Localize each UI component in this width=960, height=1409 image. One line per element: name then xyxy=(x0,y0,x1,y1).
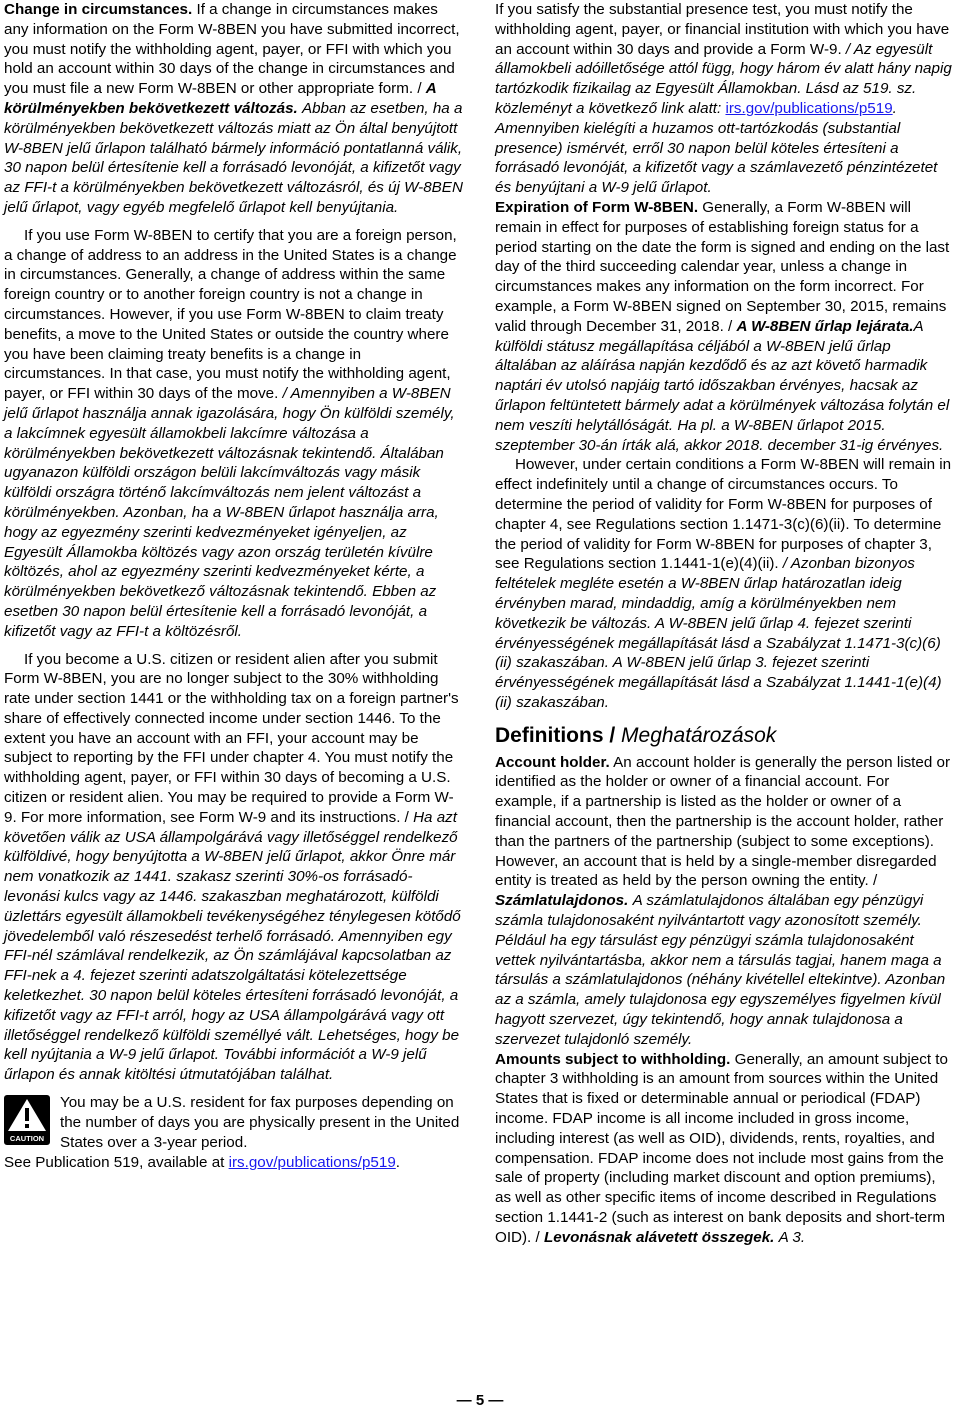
paragraph-text-hu: Abban az esetben, ha a körülményekben bekövetkezett változás miatt az Ön által benyújtott W-8BEN jelű űrlapon található bármely információ pontatlanná válik, 30 napon belül értesítenie kell a forrásadó levonóját, a kifizetőt vagy az FFI-t a körülményekben bekövetkezett változásról, és új W-8BEN jelű űrlapot, vagy egyéb megfelelő űrlapot kell benyújtania. xyxy=(4,99,463,216)
definitions-heading: Definitions / Meghatározások xyxy=(495,723,777,747)
left-column xyxy=(4,0,466,1173)
paragraph-heading: Account holder. xyxy=(495,753,610,771)
paragraph-heading-hu: Levonásnak alávetett összegek. xyxy=(543,1228,775,1246)
paragraph-text: If you satisfy the substantial presence test, you must notify the withholding agent, payer, or financial institution with which you have an account within 30 days and provide a Form W-9. xyxy=(495,1,950,58)
paragraph-text: If you use Form W-8BEN to certify that you are a foreign person, a change of address to an address in the United States is a change in circumstances. Generally, a change of address within the same foreign country or to another foreign country is not a change in circumstances. However, if you use Form W-8BEN to claim treaty benefits, a move to the United States or outside the country where you have been claiming treaty benefits is a change in circumstances. In that case, you must notify the withholding agent, payer, or FFI within 30 days of the move. xyxy=(4,226,457,403)
page-number: — 5 — xyxy=(456,1392,504,1409)
expiration-paragraph: Expiration of Form W-8BEN. Generally, a Form W-8BEN will remain in effect for purposes of establishing foreign status for a period starting on the date the form is signed and ending on the last day of the third succeeding calendar year, unless a change in circumstances makes any information on the form incorrect. For example, a Form W-8BEN signed on September 30, 2015, remains valid through December 31, 2018. / A W-8BEN űrlap lejárata.A külföldi státusz megállapítása céljából a W-8BEN jelű űrlap általában az aláírása napján kezdődő és az azt követő harmadik naptári év utolsó napjáig tartó időszakban érvényes, hacsak az űrlapon feltüntetett bármely adat a körülmények változása folytán el nem veszíti helytállóságát. Ha pl. a W-8BEN űrlapot 2015. szeptember 30-án írták alá, akkor 2018. december 31-ig érvényes. xyxy=(495,198,950,454)
paragraph-text-hu: Ha azt követően válik az USA állampolgárává vagy illetőséggel rendelkező külföldivé, hogy benyújtotta a W-8BEN jelű űrlapot, akkor Önre már nem vonatkozik az 1441. szakasz szerinti 30%-os forrásadó-levonási kulcs vagy az 1446. szakaszban meghatározott, külföldi üzlettárs egyesült államokbeli tevékenységéhez ténylegesen kötődő jövedelemből való részesedést terhelő forrásadó. Amennyiben egy FFI-nél számlával rendelkezik, az Ön számlájával kapcsolatban az FFI-nek a 4. fejezet szerinti adatszolgáltatási kötelezettsége keletkezhet. 30 napon belül köteles értesíteni forrásadó levonóját, a kifizetőt vagy az FFI-t arról, hogy az USA állampolgárává vagy ott illetőséggel rendelkező külföldi személlyé vált. Lehetséges, hogy be kell nyújtania a W-9 jelű űrlapot. További információt a W-9 jelű űrlapon és annak kitöltési útmutatójában találhat. xyxy=(4,808,461,1084)
paragraph-text: If you become a U.S. citizen or resident alien after you submit Form W-8BEN, you are no longer subject to the 30% withholding rate under section 1441 or the withholding tax on a foreign partner's share of effectively connected income under section 1446. To the extent you have an account with an FFI, your account may be subject to reporting by the FFI under chapter 4. You must notify the withholding agent, payer, or FFI within 30 days of becoming a U.S. citizen or resident alien. You may be required to provide a Form W-9. For more information, see Form W-9 and its instructions. xyxy=(4,650,459,826)
paragraph-heading: Expiration of Form W-8BEN. xyxy=(495,198,699,216)
publication-519-link[interactable]: irs.gov/publications/p519 xyxy=(725,99,893,117)
paragraph-heading: Amounts subject to withholding. xyxy=(495,1050,731,1068)
indefinite-validity-paragraph xyxy=(495,455,953,712)
paragraph-heading-hu: Számlatulajdonos. xyxy=(495,892,629,910)
paragraph-text-hu: A külföldi státusz megállapítása céljából a W-8BEN jelű űrlap általában az aláírása napján kezdődő és az azt követő harmadik naptári év utolsó napjáig tartó időszakban érvényes, hacsak az űrlapon feltüntetett bármely adat a körülmények változása folytán el nem veszíti helytállóságát. Ha pl. a W-8BEN űrlapot 2015. szeptember 30-án írták alá, akkor 2018. december 31-ig érvényes. xyxy=(495,317,950,454)
change-in-circumstances-paragraph: Change in circumstances. If a change in circumstances makes any information on the Form W-8BEN you have submitted incorrect, you must notify the withholding agent, payer, or FFI with which you hold an account within 30 days of the change in circumstances and you must file a new Form W-8BEN or other appropriate form. / A körülményekben bekövetkezett változás. Abban az esetben, ha a körülményekben bekövetkezett változás miatt az Ön által benyújtott W-8BEN jelű űrlapon található bármely információ pontatlanná válik, 30 napon belül értesítenie kell a forrásadó levonóját, a kifizetőt vagy az FFI-t a körülményekben bekövetkezett változásról, és új W-8BEN jelű űrlapot, vagy egyéb megfelelő űrlapot kell benyújtania. xyxy=(4,1,463,216)
paragraph-text-hu: A 3. xyxy=(778,1228,806,1246)
account-holder-paragraph: Account holder. An account holder is generally the person listed or identified as the holder or owner of a financial account. For example, if a partnership is listed as the holder or owner of a financial account, then the partnership is the account holder, rather than the partners of the partnership (subject to some exceptions). However, an account that is held by a single-member disregarded entity is treated as held by the person owning the entity. / Számlatulajdonos. A számlatulajdonos általában egy pénzügyi számla tulajdonosaként nyilvántartott vagy azonosított személy. Például ha egy társulást egy pénzügyi számla tulajdonosaként vettek nyilvántartásba, akkor nem a társulás tagjai, hanem maga a társulás a számlatulajdonos (néhány kivétellel eltekintve). Azonban az a számla, amely tulajdonosa egy egyszemélyes figyelmen kívül hagyott szervezet, úgy tekintendő, hogy annak tulajdonosa a szervezet tulajdonló személy. xyxy=(495,753,951,1048)
paragraph-text: Generally, an amount subject to chapter 3 withholding is an amount from sources within the United States that is fixed or determinable annual or periodical (FDAP) income. FDAP income is all income included in gross income, including interest (as well as OID), dividends, rents, royalties, and compensation. FDAP income does not include most gains from the sale of property (including market discount and option premiums), as well as other specific items of income described in Regulations section 1.1441-2 (such as interest on bank deposits and short-term OID). xyxy=(495,1050,948,1246)
right-column xyxy=(495,0,953,1248)
paragraph-text: An account holder is generally the person listed or identified as the holder or owner of a financial account. For example, if a partnership is listed as the holder or owner of a financial account, then the partnership is the account holder, rather than the partners of the partnership (subject to some exceptions). However, an account that is held by a single-member disregarded entity is treated as held by the person owning the entity. xyxy=(495,753,951,890)
substantial-presence-paragraph: If you satisfy the substantial presence test, you must notify the withholding agent, payer, or financial institution with which you have an account within 30 days and provide a Form W-9. / Az egyesült államokbeli adóilletősége attól függ, hogy három év alatt hány napig tartózkodik fizikailag az Egyesült Államokban. Lásd az 519. sz. közleményt a következő link alatt: irs.gov/publications/p519. Amennyiben kielégíti a huzamos ott-tartózkodás (substantial presence) ismérvét, erről 30 napon belül köteles értesíteni a forrásadó levonóját, a kifizetőt vagy a számlavezető pénzintézetet és benyújtani a W-9 jelű űrlapot. xyxy=(495,1,952,197)
paragraph-text-hu: A számlatulajdonos általában egy pénzügyi számla tulajdonosaként nyilvántartott vagy azonosított személy. Például ha egy társulást egy pénzügyi számla tulajdonosaként vettek nyilvántartásba, akkor nem a társulás tagjai, hanem maga a társulás a számlatulajdonos (néhány kivétellel eltekintve). Azonban az a számla, amely tulajdonosa egy egyszemélyes figyelmen kívül hagyott szervezet, úgy tekintendő, hogy annak tulajdonosa a szervezet tulajdonló személy. xyxy=(495,892,946,1048)
paragraph-text: If a change in circumstances makes any information on the Form W-8BEN you have submitted incorrect, you must notify the withholding agent, payer, or FFI with which you hold an account within 30 days of the change in circumstances and you must file a new Form W-8BEN or other appropriate form. xyxy=(4,1,460,98)
caution-icon xyxy=(4,1095,50,1145)
publication-519-link[interactable]: irs.gov/publications/p519 xyxy=(228,1154,396,1172)
paragraph-text: However, under certain conditions a Form W-8BEN will remain in effect indefinitely until a change of circumstances occurs. To determine the period of validity for Form W-8BEN for purposes of chapter 4, see Regulations section 1.1471-3(c)(6)(ii). To determine the period of validity for Form W-8BEN for purposes of chapter 3, see Regulations section 1.1441-1(e)(4)(ii). xyxy=(495,456,952,573)
paragraph-heading-hu: A W-8BEN űrlap lejárata. xyxy=(736,317,914,335)
us-citizen-paragraph: If you become a U.S. citizen or resident alien after you submit Form W-8BEN, you are no longer subject to the 30% withholding rate under section 1441 or the withholding tax on a foreign partner's share of effectively connected income under section 1446. To the extent you have an account with an FFI, your account may be subject to reporting by the FFI under chapter 4. You must notify the withholding agent, payer, or FFI within 30 days of becoming a U.S. citizen or resident alien. You may be required to provide a Form W-9. For more information, see Form W-9 and its instructions. / Ha azt követően válik az USA állampolgárává vagy illetőséggel rendelkező külföldivé, hogy benyújtotta a W-8BEN jelű űrlapot, akkor Önre már nem vonatkozik az 1441. szakasz szerinti 30%-os forrásadó-levonási kulcs vagy az 1446. szakaszban meghatározott, külföldi üzlettárs egyesült államokbeli tevékenységéhez ténylegesen kötődő jövedelemből való részesedést terhelő forrásadó. Amennyiben egy FFI-nél számlával rendelkezik, az Ön számlájával kapcsolatban az FFI-nek a 4. fejezet szerinti adatszolgáltatási kötelezettsége keletkezhet. 30 napon belül köteles értesíteni forrásadó levonóját, a kifizetőt vagy az FFI-t arról, hogy az USA állampolgárává vagy ott illetőséggel rendelkező külföldi személlyé vált. Lehetséges, hogy be kell nyújtania a W-9 jelű űrlapot. További információt a W-9 jelű űrlapon és annak kitöltési útmutatójában találhat. xyxy=(4,650,461,1084)
paragraph-text-hu: / Azonban bizonyos feltételek megléte esetén a W-8BEN űrlap határozatlan ideig érvényben marad, mindaddig, amíg a körülményekben nem következik be változás. A W-8BEN jelű űrlap 4. fejezet szerinti érvényességének megállapítását lásd a Szabályzat 1.1471-3(c)(6)(ii) szakaszában. A W-8BEN jelű űrlap 3. fejezet szerinti érvényességének megállapítását lásd a Szabályzat 1.1441-1(e)(4)(ii) szakaszában. xyxy=(495,555,942,711)
caution-icon-label: CAUTION xyxy=(9,1134,45,1144)
caution-note xyxy=(4,1093,466,1153)
paragraph-text-hu: / Az egyesült államokbeli adóilletősége attól függ, hogy három év alatt hány napig tartózkodik fizikailag az Egyesült Államokban. Lásd az 519. sz. közleményt a következő link alatt: xyxy=(495,40,952,117)
paragraph-text-hu: / Amennyiben a W-8BEN jelű űrlapot használja annak igazolására, hogy Ön külföldi személy, a lakcímnek egyesült államokbeli lakcímre változása a körülményekben bekövetkezett változásnak tekintendő. Általában ugyanazon külföldi országon belüli lakcímváltozás vagy másik külföldi országra történő lakcímváltozás nem jelent változást a körülményekben. Azonban, ha a W-8BEN űrlapot használja arra, hogy az egyezmény szerinti kedvezményeket igényeljen, az Egyesült Államokba költözés vagy azon ország területén kívülre költözés, ahol az egyezmény szerinti kedvezményeket kérte, a körülményekben bekövetkező változásnak tekintendő. Ebben az esetben 30 napon belül értesítenie kell a forrásadó levonóját, a kifizetőt vagy az FFI-t a költözésről. xyxy=(4,385,455,640)
caution-text: You may be a U.S. resident for fax purposes depending on the number of days you are physically present in the United States over a 3-year period. xyxy=(60,1094,460,1151)
publication-reference: See Publication 519, available at irs.gov/publications/p519. xyxy=(4,1154,401,1172)
address-change-paragraph xyxy=(4,226,466,642)
amounts-subject-paragraph: Amounts subject to withholding. Generally, an amount subject to chapter 3 withholding is an amount from sources within the United States that is fixed or determinable annual or periodical (FDAP) income. FDAP income is all income included in gross income, including interest (as well as OID), dividends, rents, royalties, and compensation. FDAP income does not include most gains from the sale of property (including market discount and option premiums), as well as other specific items of income described in Regulations section 1.1441-2 (such as interest on bank deposits and short-term OID). / Levonásnak alávetett összegek. A 3. xyxy=(495,1050,948,1246)
paragraph-text: Generally, a Form W-8BEN will remain in effect for purposes of establishing foreign status for a period starting on the date the form is signed and ending on the last day of the third succeeding calendar year, unless a change in circumstances makes any information on the form incorrect. For example, a Form W-8BEN signed on September 30, 2015, remains valid through December 31, 2018. xyxy=(495,198,950,335)
paragraph-heading: Change in circumstances. xyxy=(4,1,193,18)
paragraph-heading-hu: A körülményekben bekövetkezett változás. xyxy=(4,80,437,117)
